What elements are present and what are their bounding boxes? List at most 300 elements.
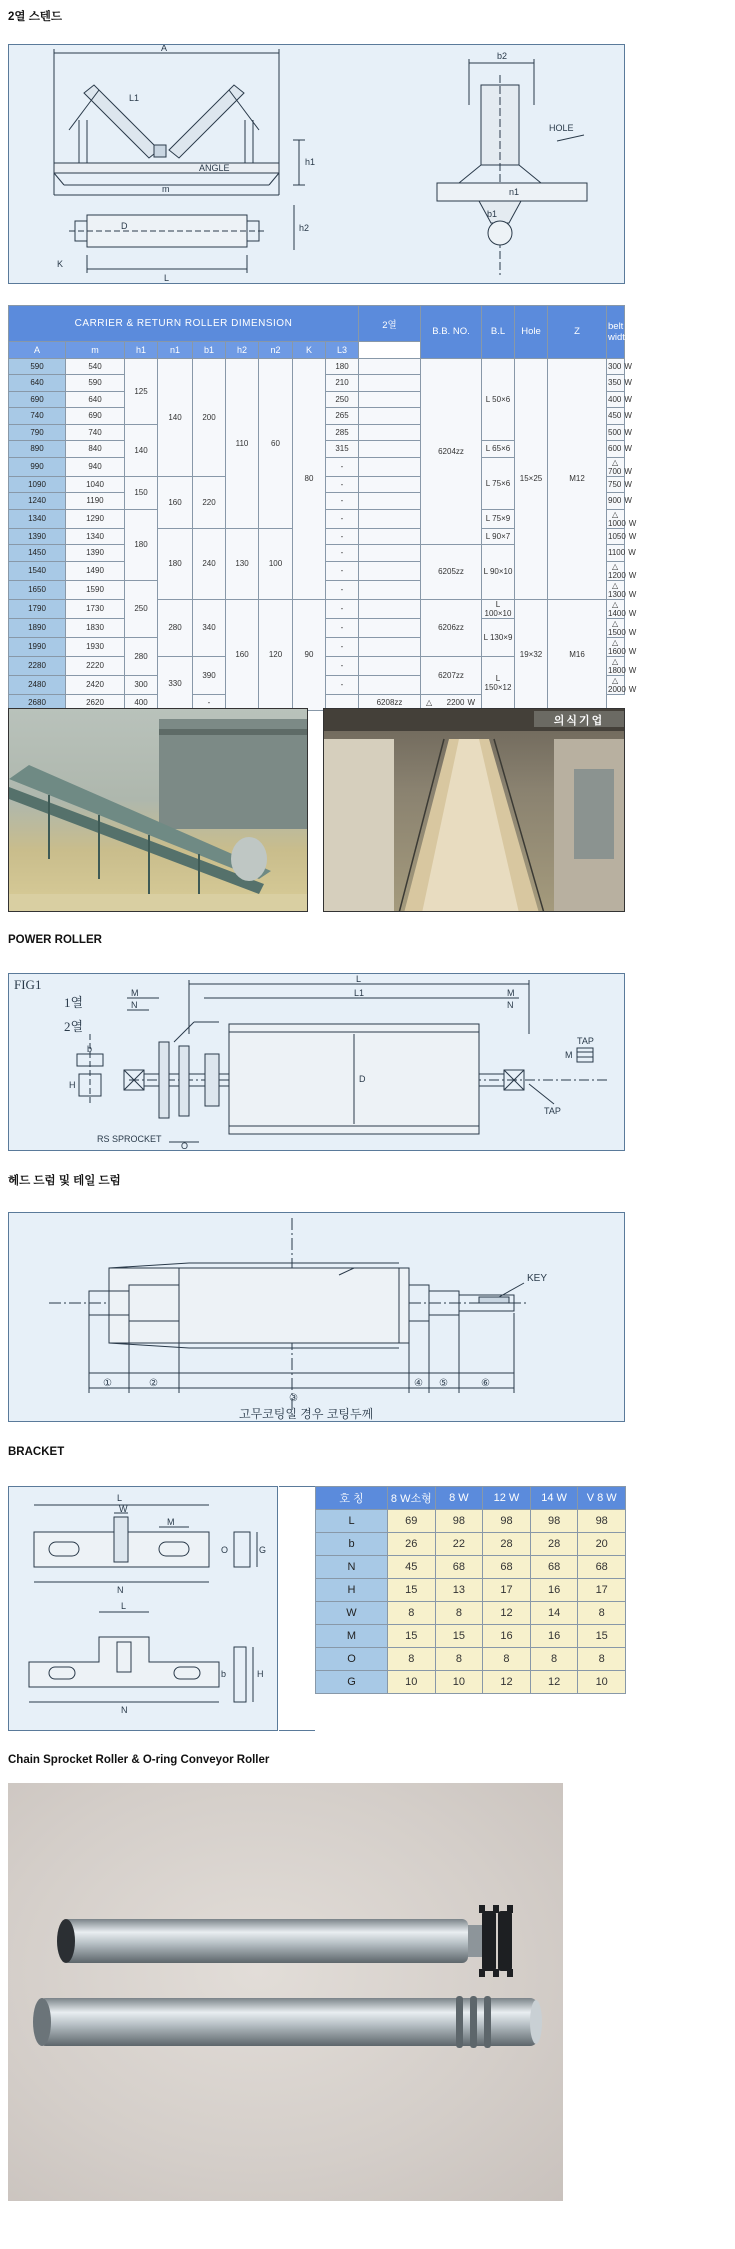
cell-n1: 280	[158, 599, 193, 656]
bracket-row-label: G	[316, 1671, 388, 1694]
cell-belt-width	[607, 457, 632, 476]
bracket-cell: 15	[388, 1579, 436, 1602]
cell-h1: 150	[125, 476, 158, 509]
svg-text:O: O	[221, 1545, 229, 1555]
bracket-col-size: 8 W	[435, 1487, 483, 1510]
cell-a: 1090	[9, 476, 66, 493]
cell-m: 1390	[66, 545, 125, 562]
cell-l3: -	[326, 509, 359, 528]
cell-belt-width	[607, 424, 632, 441]
mark-5: ⑤	[439, 1378, 448, 1389]
cell-belt-width	[607, 528, 637, 545]
svg-text:L: L	[164, 273, 170, 283]
cell-m: 840	[66, 441, 125, 458]
belt-width-unit: W	[628, 548, 636, 558]
cell-n2: 120	[259, 599, 293, 711]
svg-text:M: M	[131, 988, 139, 998]
cell-m: 740	[66, 424, 125, 441]
section-title-stand: 2열 스텐드	[8, 11, 63, 23]
drum-svg	[9, 1213, 626, 1423]
svg-text:b: b	[221, 1669, 227, 1679]
belt-width-value: 2000	[608, 684, 626, 694]
bracket-cell: 8	[388, 1648, 436, 1671]
cell-l3: -	[326, 656, 359, 675]
svg-text:L: L	[121, 1601, 127, 1611]
svg-text:ANGLE: ANGLE	[199, 163, 230, 173]
cell-m: 1190	[66, 493, 125, 510]
triangle-icon: △	[426, 697, 433, 707]
cell-h1: 300	[125, 675, 158, 694]
belt-width-value: 450	[608, 411, 622, 421]
sub-k: K	[293, 342, 326, 359]
roller-photo-svg	[8, 1783, 563, 2201]
cell-h2: 160	[226, 599, 259, 711]
conveyor-photo-indoor	[323, 708, 625, 912]
belt-width-unit: W	[624, 466, 632, 476]
belt-width-unit: W	[624, 479, 632, 489]
belt-width-unit: W	[624, 394, 632, 404]
cell-bb-no: 6204zz	[421, 358, 482, 545]
cell-l3: 210	[326, 375, 359, 392]
cell-m: 2220	[66, 656, 125, 675]
conveyor-indoor-svg	[324, 709, 625, 912]
cell-l3: 315	[326, 441, 359, 458]
power-roller-svg	[9, 974, 626, 1152]
mark-2: ②	[149, 1378, 158, 1389]
section-title-bracket: BRACKET	[8, 1446, 65, 1458]
bracket-cell: 8	[483, 1648, 531, 1671]
cell-bl: L 65×6	[482, 441, 515, 458]
cell-2yeol-empty	[359, 528, 421, 545]
bracket-cell: 15	[435, 1625, 483, 1648]
belt-width-value: 1600	[608, 646, 626, 656]
bracket-row-label: H	[316, 1579, 388, 1602]
cell-2yeol-empty	[359, 493, 421, 510]
col-belt-width: belt width	[607, 306, 625, 359]
bracket-row-label: W	[316, 1602, 388, 1625]
svg-text:L1: L1	[354, 988, 365, 998]
cell-a: 2680	[9, 694, 66, 711]
cell-belt-width	[607, 656, 637, 675]
bracket-col-name: 호 칭	[316, 1487, 388, 1510]
col-hole: Hole	[515, 306, 548, 359]
col-bb-no: B.B. NO.	[421, 306, 482, 359]
cell-h1: 125	[125, 358, 158, 424]
belt-width-unit: W	[628, 518, 637, 528]
cell-hole: 19×32	[515, 599, 548, 711]
table-row	[316, 1625, 626, 1648]
bracket-cell: 14	[530, 1602, 578, 1625]
triangle-icon: △	[612, 675, 619, 685]
triangle-icon: △	[612, 509, 619, 519]
svg-text:TAP: TAP	[577, 1036, 594, 1046]
cell-a: 2280	[9, 656, 66, 675]
cell-bb-no: 6208zz	[359, 694, 421, 711]
cell-l3: -	[326, 476, 359, 493]
bracket-row-label: b	[316, 1533, 388, 1556]
belt-width-unit: W	[628, 684, 637, 694]
cell-m: 2620	[66, 694, 125, 711]
section-title-drum: 헤드 드럼 및 테일 드럼	[8, 1175, 121, 1187]
cell-l3: -	[193, 694, 226, 711]
belt-width-value: 350	[608, 378, 622, 388]
cell-a: 1990	[9, 637, 66, 656]
svg-text:M: M	[167, 1517, 175, 1527]
bracket-row-label: L	[316, 1510, 388, 1533]
cell-belt-width	[607, 391, 632, 408]
cell-belt-width	[607, 599, 637, 618]
bracket-col-size: 14 W	[530, 1487, 578, 1510]
belt-width-unit: W	[624, 444, 632, 454]
svg-text:h2: h2	[299, 223, 310, 233]
roller-photo	[8, 1783, 563, 2201]
cell-h1: 180	[125, 509, 158, 580]
cell-b1: 220	[193, 476, 226, 528]
belt-width-value: 1100	[608, 548, 626, 558]
stand-drawing-svg	[9, 45, 626, 285]
triangle-icon: △	[612, 618, 619, 628]
conveyor-photo-outdoor	[8, 708, 308, 912]
svg-text:N: N	[117, 1585, 124, 1595]
bracket-cell: 20	[578, 1533, 626, 1556]
cell-l3: -	[326, 675, 359, 694]
bracket-cell: 15	[388, 1625, 436, 1648]
belt-width-value: 1000	[608, 518, 626, 528]
belt-width-unit: W	[624, 411, 632, 421]
bracket-svg	[9, 1487, 279, 1732]
cell-k: 80	[293, 358, 326, 599]
belt-width-unit: W	[628, 627, 637, 637]
bracket-cell: 10	[578, 1671, 626, 1694]
belt-width-value: 1200	[608, 570, 626, 580]
cell-l3: -	[326, 545, 359, 562]
sub-n1: n1	[158, 342, 193, 359]
belt-width-value: 500	[608, 427, 622, 437]
indoor-sign-text: 의식기업	[553, 715, 605, 727]
cell-l3: -	[326, 457, 359, 476]
cell-bb-no: 6206zz	[421, 599, 482, 656]
bracket-cell: 8	[578, 1602, 626, 1625]
svg-text:b2: b2	[497, 51, 508, 61]
svg-text:H: H	[257, 1669, 264, 1679]
svg-text:G: G	[259, 1545, 267, 1555]
svg-text:M: M	[565, 1050, 573, 1060]
cell-bl: L 130×9	[482, 618, 515, 656]
sub-l3: L3	[326, 342, 359, 359]
table-row	[316, 1533, 626, 1556]
bracket-cell: 13	[435, 1579, 483, 1602]
svg-text:h1: h1	[305, 157, 316, 167]
cell-hole: 15×25	[515, 358, 548, 599]
bracket-row-label: N	[316, 1556, 388, 1579]
cell-m: 1290	[66, 509, 125, 528]
cell-bb-no: 6207zz	[421, 656, 482, 694]
cell-l3: -	[326, 561, 359, 580]
cell-2yeol-empty	[359, 424, 421, 441]
belt-width-value: 1500	[608, 627, 626, 637]
cell-m: 1040	[66, 476, 125, 493]
cell-n2: 100	[259, 528, 293, 599]
mark-6: ⑥	[481, 1378, 490, 1389]
conveyor-outdoor-svg	[9, 709, 308, 912]
cell-l3: -	[326, 637, 359, 656]
cell-2yeol-empty	[359, 656, 421, 675]
cell-belt-width	[607, 476, 632, 493]
cell-h1: 280	[125, 637, 158, 675]
triangle-icon: △	[612, 457, 619, 467]
bracket-cell: 98	[483, 1510, 531, 1533]
cell-a: 1340	[9, 509, 66, 528]
bracket-cell: 68	[483, 1556, 531, 1579]
cell-2yeol-empty	[359, 561, 421, 580]
cell-2yeol-empty	[359, 545, 421, 562]
cell-belt-width	[607, 561, 637, 580]
cell-2yeol-empty	[359, 509, 421, 528]
cell-a: 1450	[9, 545, 66, 562]
bracket-cell: 28	[530, 1533, 578, 1556]
cell-2yeol-empty	[359, 375, 421, 392]
cell-a: 990	[9, 457, 66, 476]
svg-text:H: H	[69, 1080, 76, 1090]
sub-n2: n2	[259, 342, 293, 359]
bracket-cell: 16	[530, 1579, 578, 1602]
belt-width-value: 300	[608, 361, 622, 371]
drum-drawing	[8, 1212, 625, 1422]
mark-3: ③	[289, 1393, 298, 1404]
bracket-cell: 22	[435, 1533, 483, 1556]
cell-l3: 180	[326, 358, 359, 375]
belt-width-value: 400	[608, 394, 622, 404]
cell-2yeol-empty	[359, 637, 421, 656]
belt-width-unit: W	[628, 531, 637, 541]
table-row	[316, 1579, 626, 1602]
belt-width-unit: W	[624, 496, 632, 506]
cell-bl: L 100×10	[482, 599, 515, 618]
svg-text:W: W	[119, 1504, 128, 1514]
cell-belt-width	[607, 493, 632, 510]
cell-belt-width	[607, 441, 632, 458]
coating-note: 고무코팅일 경우 코팅두께	[239, 1407, 374, 1421]
cell-2yeol-empty	[359, 675, 421, 694]
cell-m: 1590	[66, 580, 125, 599]
bracket-cell: 68	[435, 1556, 483, 1579]
cell-n1: 180	[158, 528, 193, 599]
bracket-cell: 28	[483, 1533, 531, 1556]
cell-belt-width	[607, 509, 637, 528]
cell-bl: L 75×9	[482, 509, 515, 528]
bracket-cell: 16	[530, 1625, 578, 1648]
belt-width-unit: W	[624, 361, 632, 371]
svg-text:b1: b1	[487, 209, 498, 219]
svg-text:A: A	[161, 45, 168, 53]
cell-m: 640	[66, 391, 125, 408]
svg-text:L1: L1	[129, 93, 140, 103]
bracket-col-size: 12 W	[483, 1487, 531, 1510]
bracket-cell: 68	[530, 1556, 578, 1579]
cell-l3: 250	[326, 391, 359, 408]
power-roller-drawing	[8, 973, 625, 1151]
cell-h1: 250	[125, 580, 158, 637]
svg-text:O: O	[181, 1141, 189, 1151]
belt-width-value: 1800	[608, 665, 626, 675]
cell-2yeol-empty	[359, 408, 421, 425]
cell-belt-width	[607, 675, 637, 694]
cell-bl: L 90×10	[482, 545, 515, 600]
triangle-icon: △	[612, 637, 619, 647]
cell-a: 1540	[9, 561, 66, 580]
cell-h2: 130	[226, 528, 259, 599]
cell-belt-width	[607, 618, 637, 637]
cell-a: 890	[9, 441, 66, 458]
bracket-cell: 68	[578, 1556, 626, 1579]
cell-belt-width	[607, 375, 632, 392]
table-row	[9, 358, 625, 375]
cell-h2: 110	[226, 358, 259, 528]
bracket-cell: 98	[435, 1510, 483, 1533]
bracket-cell: 8	[578, 1648, 626, 1671]
cell-bl: L 150×12	[482, 656, 515, 711]
bracket-cell: 16	[483, 1625, 531, 1648]
bracket-col-size: V 8 W	[578, 1487, 626, 1510]
row-2yeol-label: 2열	[64, 1019, 84, 1034]
bracket-cell: 69	[388, 1510, 436, 1533]
section-title-power: POWER ROLLER	[8, 934, 102, 946]
cell-l3: -	[326, 599, 359, 618]
svg-text:N: N	[131, 1000, 138, 1010]
belt-width-value: 1050	[608, 531, 626, 541]
svg-text:D: D	[359, 1074, 366, 1084]
table-row	[316, 1556, 626, 1579]
svg-text:L: L	[356, 974, 362, 984]
table-row	[316, 1510, 626, 1533]
bracket-row-label: O	[316, 1648, 388, 1671]
mark-4: ④	[414, 1378, 423, 1389]
cell-m: 1490	[66, 561, 125, 580]
cell-m: 1730	[66, 599, 125, 618]
belt-width-value: 2200	[446, 697, 465, 707]
svg-text:HOLE: HOLE	[549, 123, 574, 133]
cell-a: 740	[9, 408, 66, 425]
mark-1: ①	[103, 1378, 112, 1389]
cell-a: 1890	[9, 618, 66, 637]
bracket-cell: 8	[435, 1602, 483, 1625]
svg-text:N: N	[121, 1705, 128, 1715]
belt-width-unit: W	[628, 646, 637, 656]
cell-bl: L 75×6	[482, 457, 515, 509]
belt-width-unit: W	[624, 378, 632, 388]
svg-text:m: m	[162, 184, 170, 194]
cell-a: 1390	[9, 528, 66, 545]
sub-m: m	[66, 342, 125, 359]
bracket-cell: 12	[530, 1671, 578, 1694]
belt-width-unit: W	[624, 427, 632, 437]
bracket-cell: 98	[530, 1510, 578, 1533]
cell-z: M12	[548, 358, 607, 599]
cell-n1: 160	[158, 476, 193, 528]
belt-width-value: 700	[608, 466, 622, 476]
cell-n2: 60	[259, 358, 293, 528]
svg-text:RS SPROCKET: RS SPROCKET	[97, 1134, 162, 1144]
cell-b1: 400	[125, 694, 158, 711]
belt-width-value: 750	[608, 479, 622, 489]
cell-belt-width	[607, 545, 636, 562]
cell-2yeol-empty	[359, 580, 421, 599]
cell-2yeol-empty	[359, 391, 421, 408]
bracket-cell: 10	[435, 1671, 483, 1694]
svg-text:M: M	[507, 988, 515, 998]
cell-belt-width	[607, 408, 632, 425]
bracket-cell: 98	[578, 1510, 626, 1533]
bracket-cell: 15	[578, 1625, 626, 1648]
bracket-cell: 8	[435, 1648, 483, 1671]
cell-m: 2420	[66, 675, 125, 694]
triangle-icon: △	[612, 580, 619, 590]
cell-a: 1790	[9, 599, 66, 618]
cell-k: 90	[293, 599, 326, 711]
col-z: Z	[548, 306, 607, 359]
cell-a: 640	[9, 375, 66, 392]
table-row	[9, 599, 625, 618]
bracket-table	[315, 1486, 626, 1694]
triangle-icon: △	[612, 599, 619, 609]
row-1yeol-label: 1열	[64, 995, 84, 1010]
cell-n1: 140	[158, 358, 193, 476]
belt-width-unit: W	[628, 589, 637, 599]
stand-drawing	[8, 44, 625, 284]
cell-2yeol-empty	[359, 599, 421, 618]
cell-2yeol-empty	[359, 457, 421, 476]
key-label: KEY	[527, 1273, 548, 1284]
cell-l3: 285	[326, 424, 359, 441]
bracket-cell: 10	[388, 1671, 436, 1694]
cell-2yeol-empty	[359, 476, 421, 493]
cell-m: 1930	[66, 637, 125, 656]
bracket-drawing	[8, 1486, 278, 1731]
bracket-cell: 12	[483, 1602, 531, 1625]
sub-h1: h1	[125, 342, 158, 359]
cell-a: 1240	[9, 493, 66, 510]
cell-h1: 140	[125, 424, 158, 476]
fig-label: FIG1	[14, 977, 42, 992]
sub-h2: h2	[226, 342, 259, 359]
cell-m: 590	[66, 375, 125, 392]
section-title-chain: Chain Sprocket Roller & O-ring Conveyor Roller	[8, 1754, 270, 1766]
sub-a: A	[9, 342, 66, 359]
belt-width-unit: W	[628, 665, 637, 675]
cell-b1: 240	[193, 528, 226, 599]
cell-2yeol-empty	[359, 358, 421, 375]
bracket-cell: 12	[483, 1671, 531, 1694]
cell-l3: -	[326, 580, 359, 599]
cell-2yeol-empty	[359, 618, 421, 637]
cell-bl: L 50×6	[482, 358, 515, 441]
cell-n1: 330	[158, 656, 193, 711]
bracket-col-size: 8 W소형	[388, 1487, 436, 1510]
bracket-spacer	[279, 1486, 315, 1731]
cell-b1: 200	[193, 358, 226, 476]
cell-belt-width	[607, 580, 637, 599]
cell-l3: -	[326, 528, 359, 545]
cell-m: 540	[66, 358, 125, 375]
bracket-cell: 17	[483, 1579, 531, 1602]
cell-l3: 265	[326, 408, 359, 425]
belt-width-value: 1300	[608, 589, 626, 599]
cell-a: 590	[9, 358, 66, 375]
table-row	[316, 1602, 626, 1625]
bracket-cell: 26	[388, 1533, 436, 1556]
belt-width-unit: W	[467, 697, 475, 707]
cell-l3: -	[326, 493, 359, 510]
